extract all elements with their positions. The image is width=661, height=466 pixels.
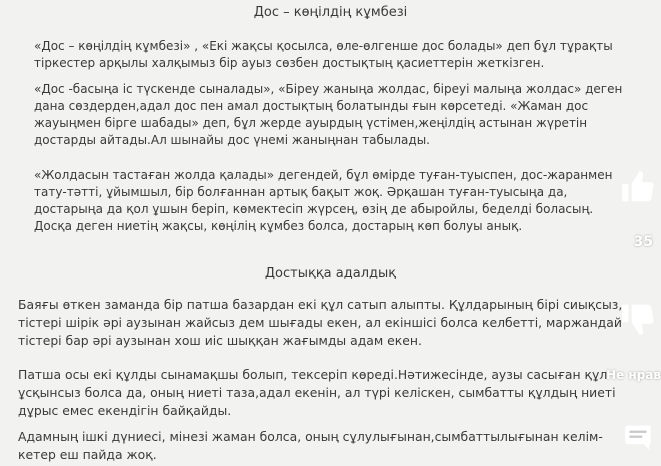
video-action-overlay — [606, 150, 661, 466]
paragraph-6: Адамның ішкі дүниесі, мінезі жаман болса, оның сұлулығынан,сымбаттылығынан келім-кетер еш пайда жоқ. — [18, 429, 603, 462]
like-button[interactable] — [619, 168, 657, 206]
dislike-label: Не нрав — [606, 368, 661, 382]
like-count: 35 — [633, 234, 653, 250]
thumbs-down-icon — [619, 300, 657, 338]
dislike-button[interactable] — [619, 300, 657, 338]
comment-icon — [621, 420, 655, 454]
paragraph-2: «Дос -басыңа іс түскенде сыналады», «Біреу жаныңа жолдас, біреуі малыңа жолдас» деген дана сөздерден,адал дос пен амал достықтың болатынды ғын көрсетеді. «Жаман дос жауыңмен бірге шабады» деп, бұл жерде ауырдың үстімен,жеңілдің астынан жүретін достарды айтады.Ал шынайы дос үнемі жаныңнан табылады. — [34, 82, 623, 147]
comments-button[interactable] — [621, 420, 655, 454]
paragraph-1: «Дос – көңілдің кұмбезі» , «Екі жақсы қосылса, өле-өлгенше дос болады» деп бұл тұрақты тіркестер арқылы халқымыз бір ауыз сөзбен достықтың қасиеттерін жеткізген. — [34, 39, 613, 70]
paragraph-3: «Жолдасын тастаған жолда қалады» дегендей, бұл өмірде туған-туыспен, дос-жаранмен тату-тәтті, ұйымшыл, бір болғаннан артық бақыт жоқ. Әрқашан туған-туысыңа да, достарыңа да қол ұшын беріп, көмектесіп жүрсең, өзің де абыройлы, беделді боласың. Досқа деген ниетің жақсы, көңілің кұмбез болса, достарың көп болуы анық. — [34, 168, 613, 233]
section-title-loyalty: Достыққа адалдық — [264, 266, 397, 281]
thumbs-up-icon — [619, 168, 657, 206]
paragraph-5: Патша осы екі құлды сынамақшы болып, тексеріп көреді.Нәтижесінде, аузы сасыған құл ұсқынсыз болса да, оның ниеті таза,адал екенін, ал түрі келіскен, сымбатты құлдың ниеті дұрыс емес екендігін байқайды. — [18, 367, 616, 418]
paragraph-4: Баяғы өткен заманда бір патша базардан екі құл сатып алыпты. Құлдарының бірі сиықсыз, тістері шірік әрі аузынан жайсыз дем шығады екен, ал екіншісі болса келбетті, маржандай тістері бар әрі аузынан хош иіс шыққан жағымды адам екен. — [18, 297, 623, 348]
section-title-friendship: Дос – көңілдің кұмбезі — [253, 5, 408, 20]
